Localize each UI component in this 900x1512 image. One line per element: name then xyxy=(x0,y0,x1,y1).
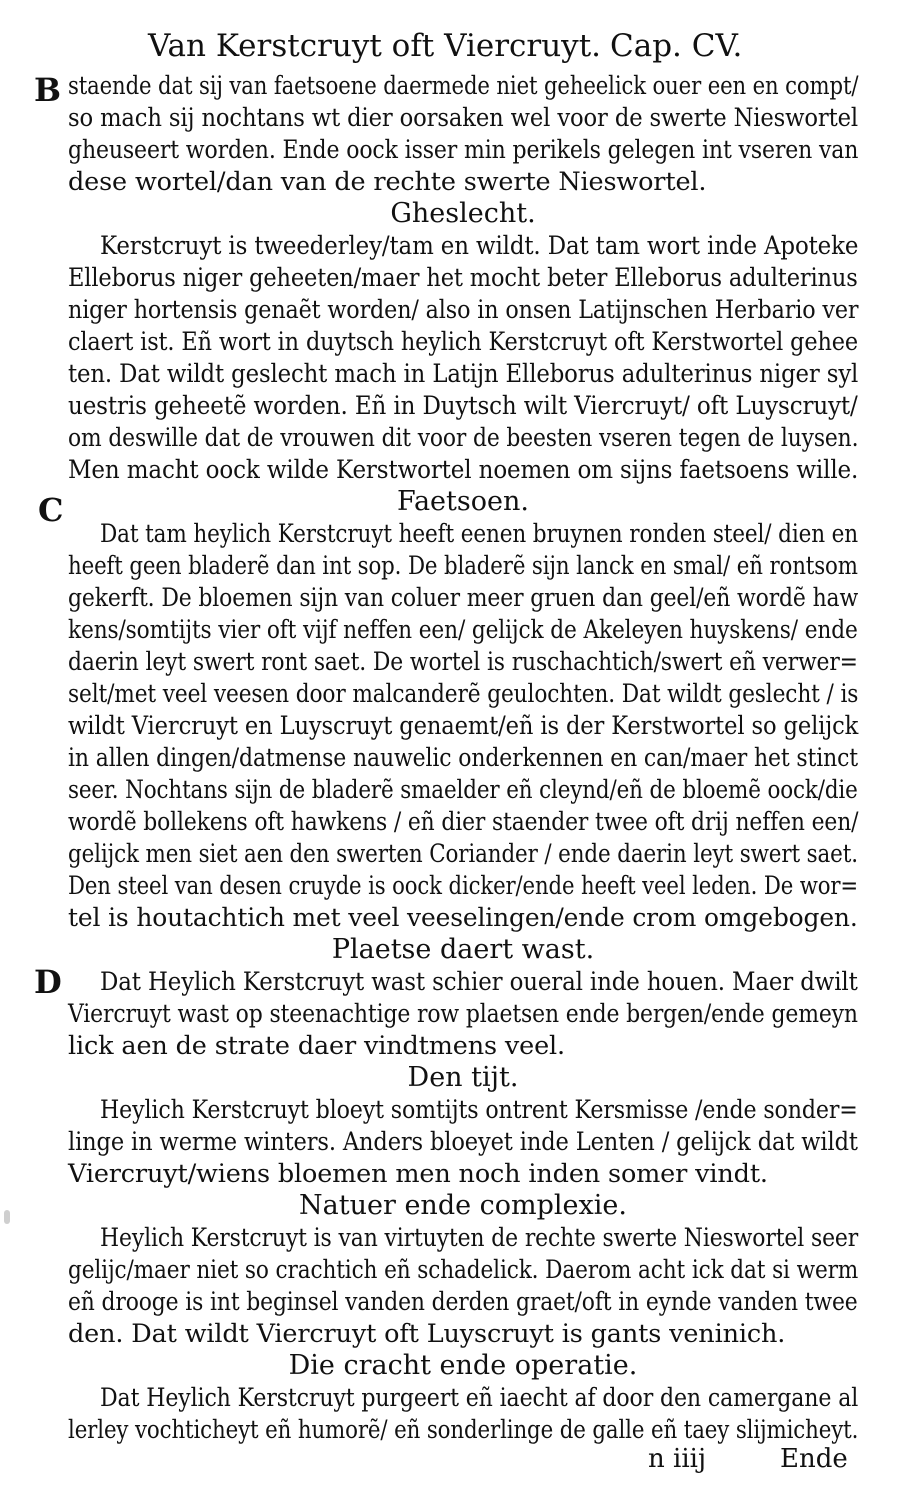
text-line: kens/somtijts vier oft vijf neffen een/ gelijck de Akeleyen huyskens/ ende xyxy=(68,615,858,645)
natuer-paragraph xyxy=(68,1222,858,1350)
text-line: Heylich Kerstcruyt is van virtuyten de rechte swerte Nieswortel seer xyxy=(100,1223,859,1253)
text-line: seer. Nochtans sijn de bladerẽ smaelder eñ cleynd/eñ de bloemẽ oock/die xyxy=(68,775,858,805)
text-line: lerley vochticheyt eñ humorẽ/ eñ sonderlinge de galle eñ taey slijmicheyt. xyxy=(68,1415,859,1445)
catchword: Ende xyxy=(780,1444,848,1474)
text-line: so mach sij nochtans wt dier oorsaken wel voor de swerte Nieswortel xyxy=(68,103,859,133)
section-heading-geslacht: Gheslecht. xyxy=(390,198,536,229)
cracht-paragraph xyxy=(68,1382,858,1446)
text-line: wordẽ bollekens oft hawkens / eñ dier staender twee oft drij neffen een/ xyxy=(68,807,859,837)
text-line: linge in werme winters. Anders bloeyet inde Lenten / gelijck dat wildt xyxy=(68,1127,858,1157)
text-line: Dat Heylich Kerstcruyt wast schier oueral inde houen. Maer dwilt xyxy=(100,967,858,997)
body-text xyxy=(68,70,858,1446)
section-heading-natuer: Natuer ende complexie. xyxy=(299,1190,627,1221)
text-line: Dat tam heylich Kerstcruyt heeft eenen bruynen ronden steel/ dien en xyxy=(100,519,859,549)
text-line: eñ drooge is int beginsel vanden derden graet/oft in eynde vanden twee xyxy=(68,1287,858,1317)
text-line: gheuseert worden. Ende oock isser min perikels gelegen int vseren van xyxy=(68,135,859,165)
geslacht-paragraph xyxy=(68,230,858,486)
signature-mark: n iiij xyxy=(648,1444,707,1474)
text-line: tel is houtachtich met veel veeselingen/ende crom omgebogen. xyxy=(68,903,858,933)
text-line: wildt Viercruyt en Luyscruyt genaemt/eñ is der Kerstwortel so gelijck xyxy=(68,711,859,741)
text-line: in allen dingen/datmense nauwelic onderkennen en can/maer het stinct xyxy=(68,743,858,773)
text-line: ten. Dat wildt geslecht mach in Latijn Elleborus adulterinus niger syl xyxy=(68,359,859,389)
text-line: uestris geheetẽ worden. Eñ in Duytsch wilt Viercruyt/ oft Luyscruyt/ xyxy=(68,391,858,421)
text-line: Viercruyt wast op steenachtige row plaetsen ende bergen/ende gemeyn xyxy=(68,999,858,1029)
text-line: Heylich Kerstcruyt bloeyt somtijts ontrent Kersmisse /ende sonder= xyxy=(100,1095,858,1125)
text-line: niger hortensis genaẽt worden/ also in onsen Latijnschen Herbario ver xyxy=(68,295,859,325)
text-line: om deswille dat de vrouwen dit voor de beesten vseren tegen de luysen. xyxy=(68,423,859,453)
text-line: den. Dat wildt Viercruyt oft Luyscruyt is gants veninich. xyxy=(68,1319,786,1349)
text-line: Kerstcruyt is tweederley/tam en wildt. Dat tam wort inde Apoteke xyxy=(100,231,859,261)
text-line: daerin leyt swert ront saet. De wortel is ruschachtich/swert eñ verwer= xyxy=(68,647,858,677)
text-line: dese wortel/dan van de rechte swerte Nieswortel. xyxy=(68,167,707,197)
page-footer xyxy=(0,1440,900,1480)
text-line: heeft geen bladerẽ dan int sop. De bladerẽ sijn lanck en smal/ eñ rontsom xyxy=(68,551,858,581)
text-line: gekerft. De bloemen sijn van coluer meer gruen dan geel/eñ wordẽ haw xyxy=(68,583,859,613)
margin-letter-c: C xyxy=(38,491,64,529)
text-line: Elleborus niger geheeten/maer het mocht beter Elleborus adulterinus xyxy=(68,263,858,293)
margin-letter-b: B xyxy=(34,71,62,109)
text-line: Dat Heylich Kerstcruyt purgeert eñ iaecht af door den camergane al xyxy=(100,1383,859,1413)
chapter-number: Cap. CV. xyxy=(610,28,743,64)
text-line: claert ist. Eñ wort in duytsch heylich Kerstcruyt oft Kerstwortel gehee xyxy=(68,327,858,357)
text-line: Den steel van desen cruyde is oock dicker/ende heeft veel leden. De wor= xyxy=(68,871,859,901)
paper-stain xyxy=(4,1210,10,1224)
section-heading-plaetse: Plaetse daert wast. xyxy=(331,934,595,965)
text-line: staende dat sij van faetsoene daermede niet geheelick ouer een en compt/ xyxy=(68,71,859,101)
tijt-paragraph xyxy=(68,1094,858,1190)
running-head xyxy=(140,24,780,68)
text-line: lick aen de strate daer vindtmens veel. xyxy=(68,1031,566,1061)
text-line: selt/met veel veesen door malcanderẽ geulochten. Dat wildt geslecht / is xyxy=(68,679,859,709)
text-line: Men macht oock wilde Kerstwortel noemen om sijns faetsoens wille. xyxy=(68,455,859,485)
section-heading-faetsoen: Faetsoen. xyxy=(397,486,529,517)
section-heading-cracht: Die cracht ende operatie. xyxy=(288,1350,638,1381)
section-heading-tijt: Den tijt. xyxy=(407,1062,519,1093)
text-line: gelijck men siet aen den swerten Coriander / ende daerin leyt swert saet. xyxy=(68,839,858,869)
section-b-paragraph xyxy=(68,70,858,198)
running-title: Van Kerstcruyt oft Viercruyt. xyxy=(148,28,602,64)
text-line: Viercruyt/wiens bloemen men noch inden somer vindt. xyxy=(68,1159,768,1189)
margin-letter-d: D xyxy=(34,963,62,1001)
faetsoen-paragraph xyxy=(68,518,858,934)
plaetse-paragraph xyxy=(68,966,858,1062)
text-line: gelijc/maer niet so crachtich eñ schadelick. Daerom acht ick dat si werm xyxy=(68,1255,859,1285)
